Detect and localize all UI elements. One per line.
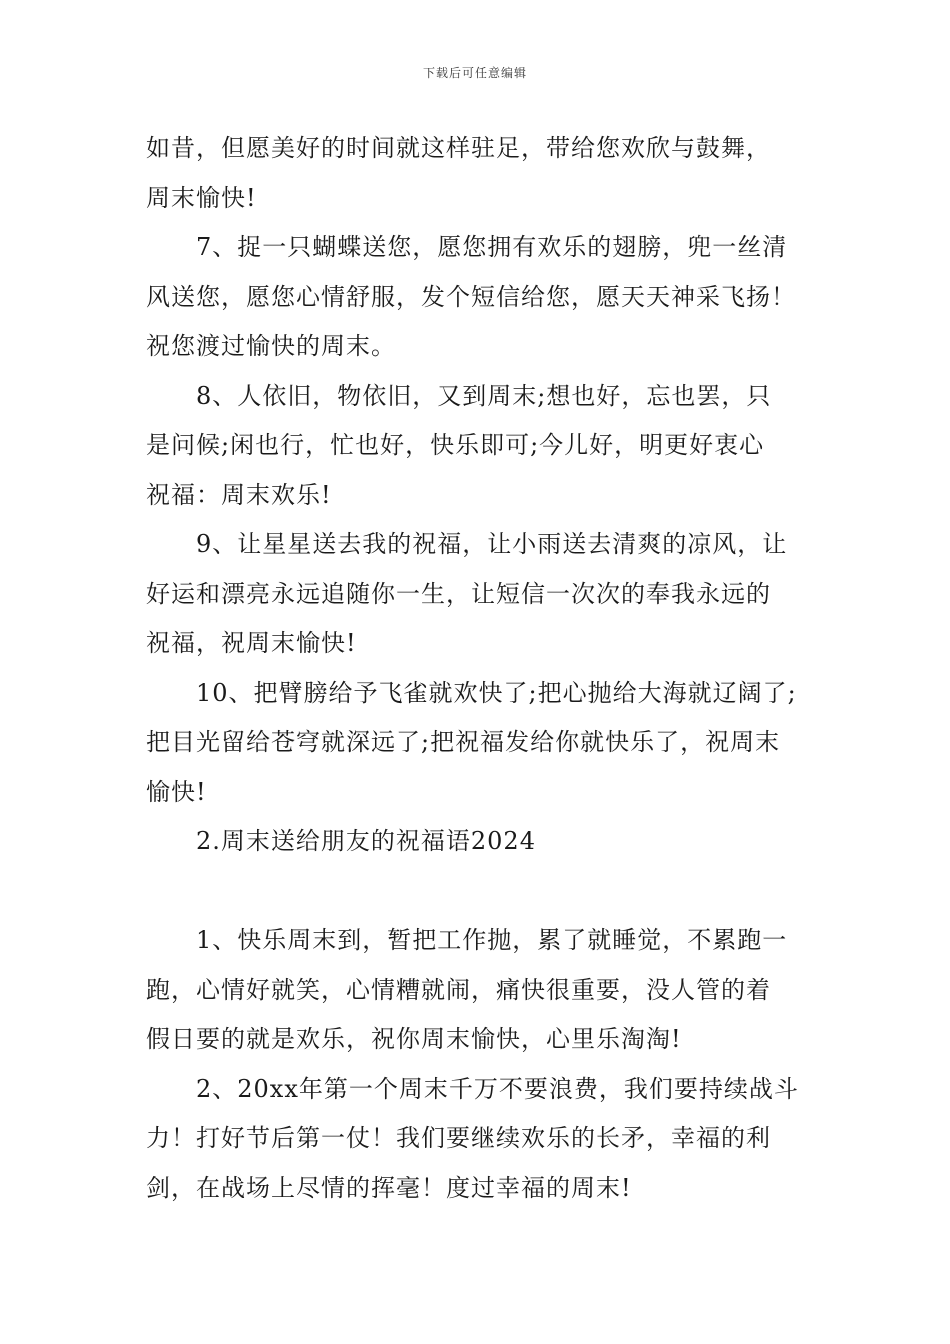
text-line: 周末愉快! (146, 183, 257, 212)
text-line: 剑，在战场上尽情的挥毫！度过幸福的周末! (146, 1173, 632, 1202)
text-line: 跑，心情好就笑，心情糟就闹，痛快很重要，没人管的着 (146, 975, 771, 1004)
text-line: 祝您渡过愉快的周末。 (146, 332, 396, 360)
page-header: 下载后可任意编辑 (422, 66, 527, 80)
paragraph-start-9: 9、让星星送去我的祝福，让小雨送去清爽的凉风，让 (196, 530, 788, 558)
paragraph-start-2: 2、20xx年第一个周末千万不要浪费，我们要持续战斗 (196, 1074, 799, 1103)
paragraph-start-7: 7、捉一只蝴蝶送您，愿您拥有欢乐的翅膀，兜一丝清 (196, 233, 788, 261)
section-heading: 2.周末送给朋友的祝福语2024 (196, 827, 536, 855)
text-line: 是问候;闲也行，忙也好，快乐即可;今儿好，明更好衷心 (146, 431, 765, 459)
paragraph-start-1: 1、快乐周末到，暂把工作抛，累了就睡觉，不累跑一 (196, 926, 788, 954)
text-line: 力！打好节后第一仗！我们要继续欢乐的长矛，幸福的利 (146, 1124, 771, 1152)
text-line: 祝福：周末欢乐! (146, 480, 332, 509)
text-line: 如昔，但愿美好的时间就这样驻足，带给您欢欣与鼓舞， (146, 134, 771, 162)
text-line: 愉快! (146, 777, 207, 806)
text-line: 把目光留给苍穹就深远了;把祝福发给你就快乐了，祝周末 (146, 728, 781, 756)
text-line: 祝福，祝周末愉快! (146, 629, 357, 657)
paragraph-start-10: 10、把臂膀给予飞雀就欢快了;把心抛给大海就辽阔了; (196, 678, 797, 707)
text-line: 假日要的就是欢乐，祝你周末愉快，心里乐淘淘! (146, 1025, 682, 1053)
document-body (146, 124, 826, 1213)
text-line: 好运和漂亮永远追随你一生，让短信一次次的奉我永远的 (146, 579, 771, 608)
text-line: 风送您，愿您心情舒服，发个短信给您，愿天天神采飞扬！ (146, 282, 796, 311)
paragraph-start-8: 8、人依旧，物依旧，又到周末;想也好，忘也罢，只 (196, 381, 772, 410)
blank-line (146, 867, 826, 917)
